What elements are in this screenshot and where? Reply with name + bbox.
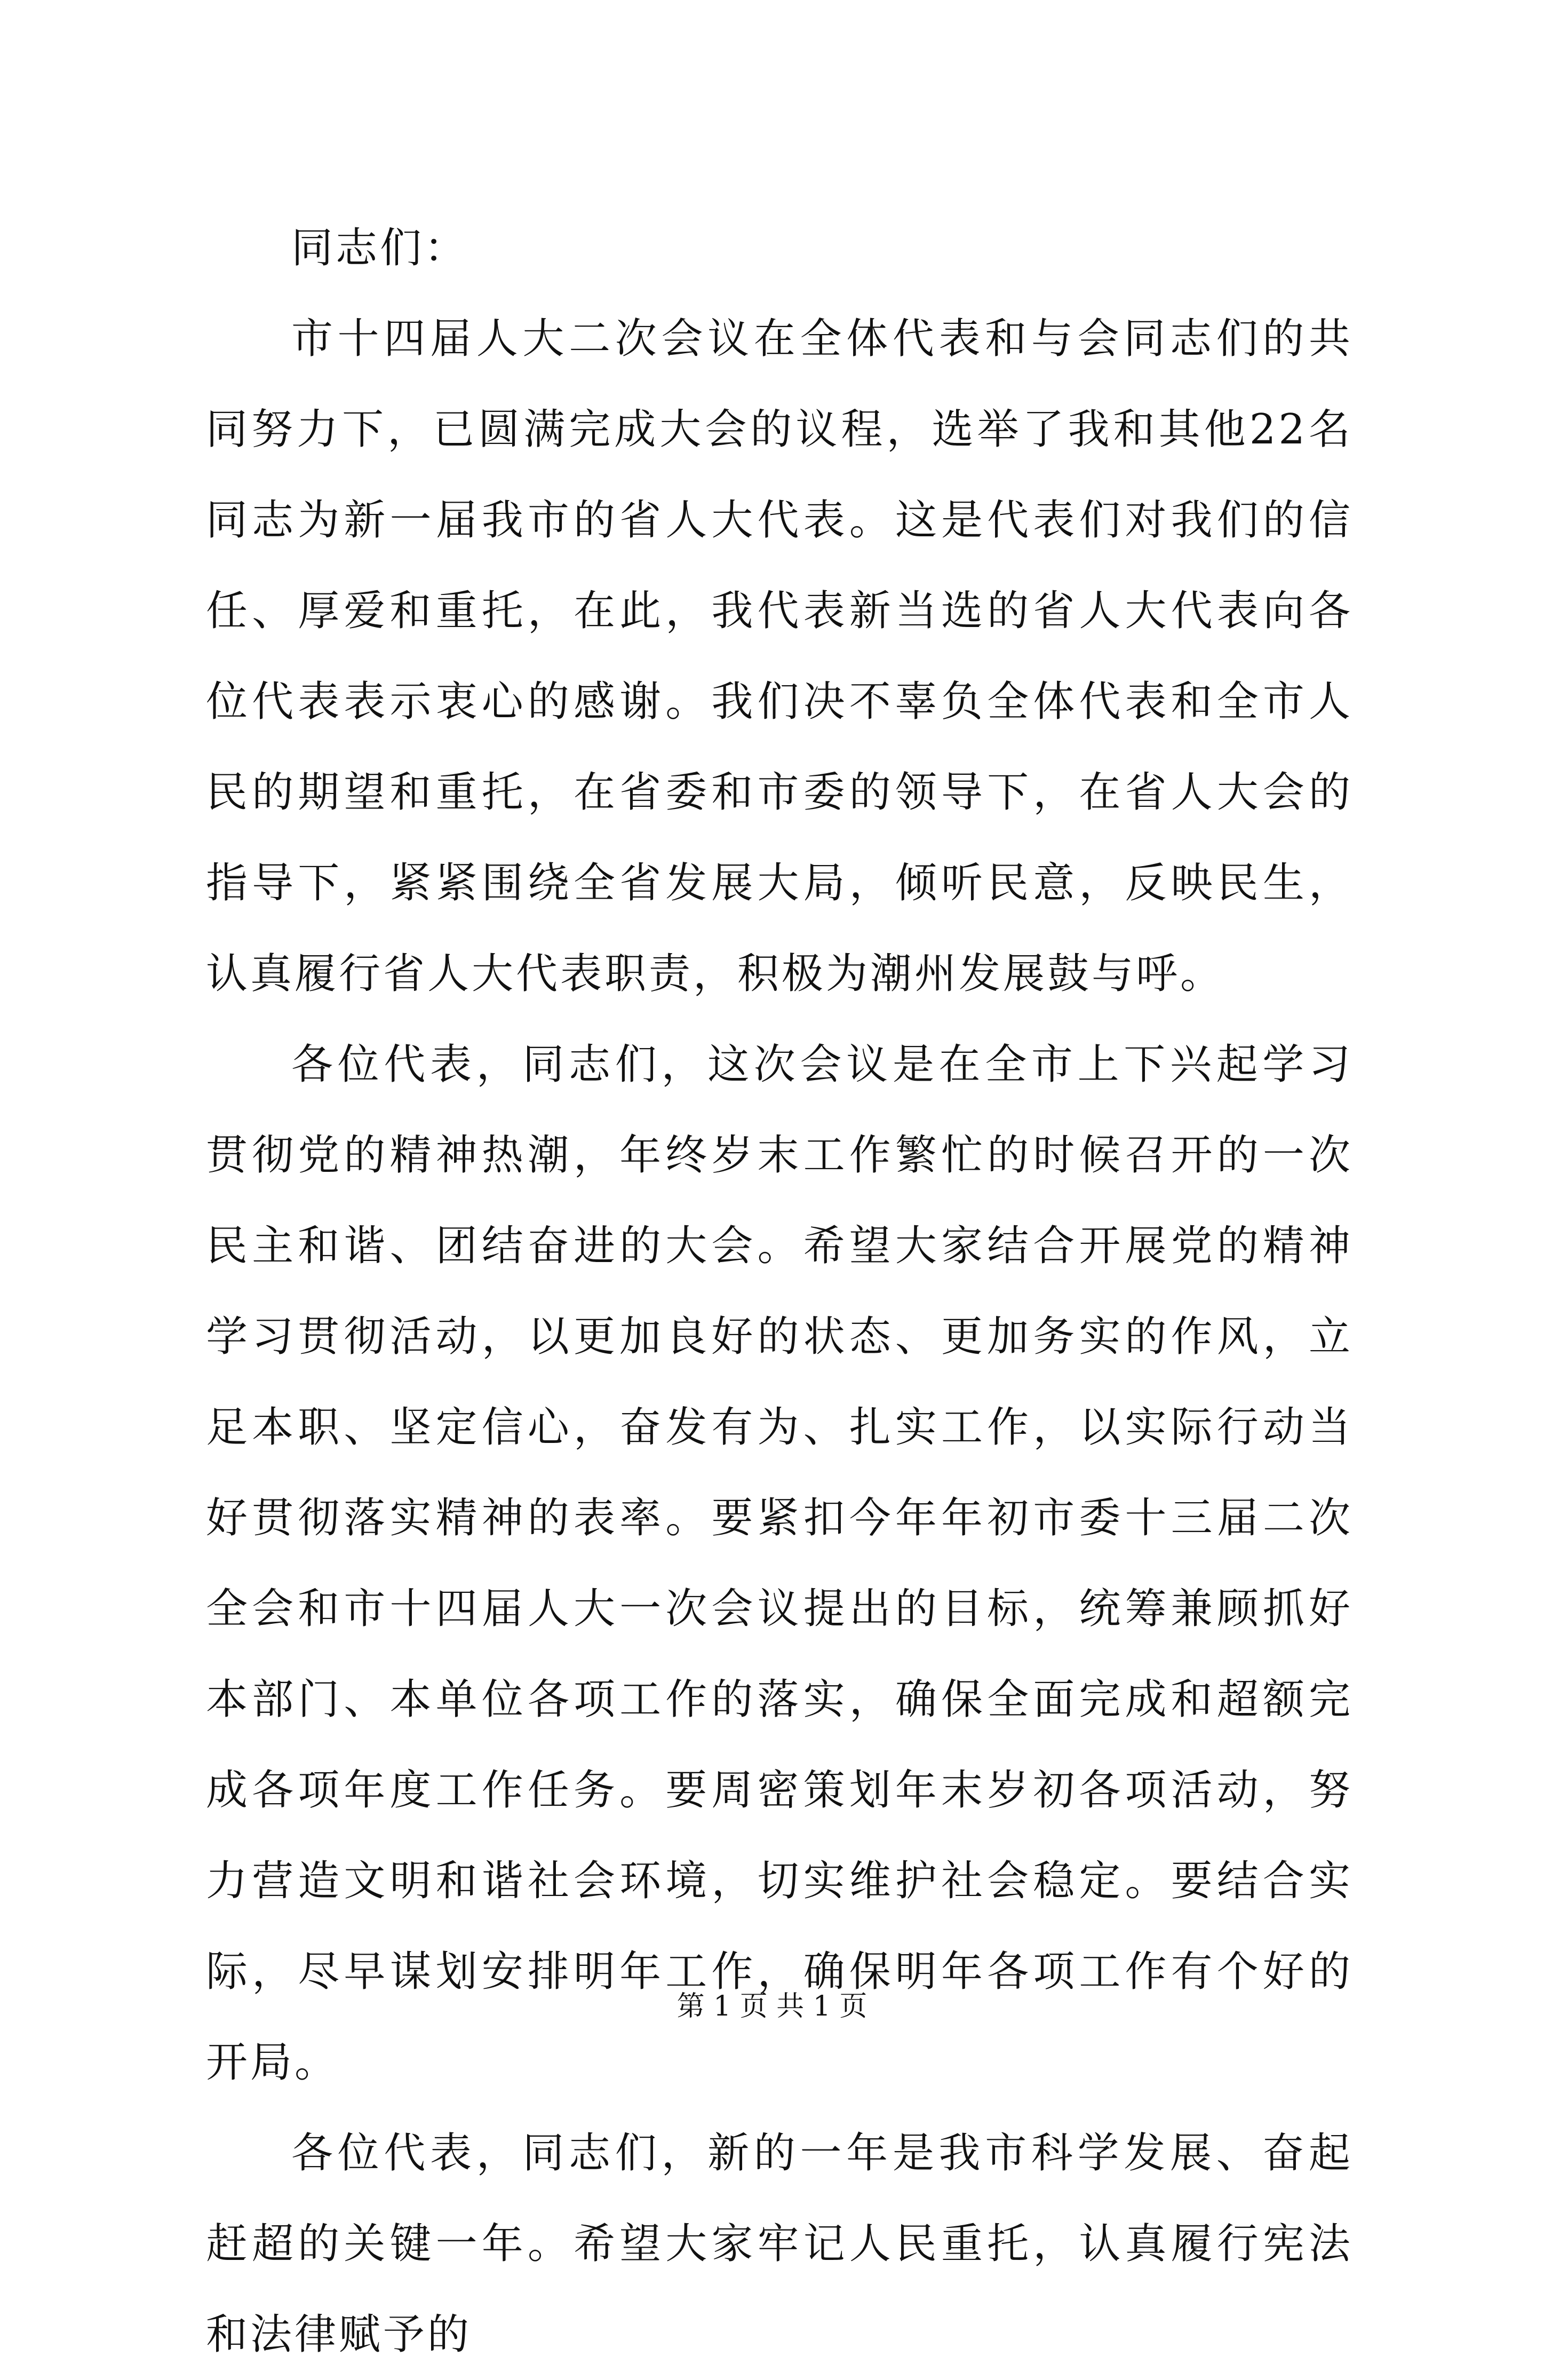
salutation: 同志们：	[291, 224, 469, 272]
paragraph-3: 各位代表，同志们，新的一年是我市科学发展、奋起赶超的关键一年。希望大家牢记人民重托，认真履行宪法和法律赋予的	[206, 2129, 1353, 2359]
document-body	[206, 203, 1353, 2380]
paragraph-2: 各位代表，同志们，这次会议是在全市上下兴起学习贯彻党的精神热潮，年终岁末工作繁忙的时候召开的一次民主和谐、团结奋进的大会。希望大家结合开展党的精神学习贯彻活动，以更加良好的状态、更加务实的作风，立足本职、坚定信心，奋发有为、扎实工作，以实际行动当好贯彻落实精神的表率。要紧扣今年年初市委十三届二次全会和市十四届人大一次会议提出的目标，统筹兼顾抓好本部门、本单位各项工作的落实，确保全面完成和超额完成各项年度工作任务。要周密策划年末岁初各项活动，努力营造文明和谐社会环境，切实维护社会稳定。要结合实际，尽早谋划安排明年工作，确保明年各项工作有个好的开局。	[206, 1041, 1353, 2087]
page-footer: 第 1 页 共 1 页	[677, 1990, 867, 2022]
paragraph-1: 市十四届人大二次会议在全体代表和与会同志们的共同努力下，已圆满完成大会的议程，选举了我和其他22名同志为新一届我市的省人大代表。这是代表们对我们的信任、厚爱和重托，在此，我代表新当选的省人大代表向各位代表表示衷心的感谢。我们决不辜负全体代表和全市人民的期望和重托，在省委和市委的领导下，在省人大会的指导下，紧紧围绕全省发展大局，倾听民意，反映民生，认真履行省人大代表职责，积极为潮州发展鼓与呼。	[206, 315, 1353, 998]
